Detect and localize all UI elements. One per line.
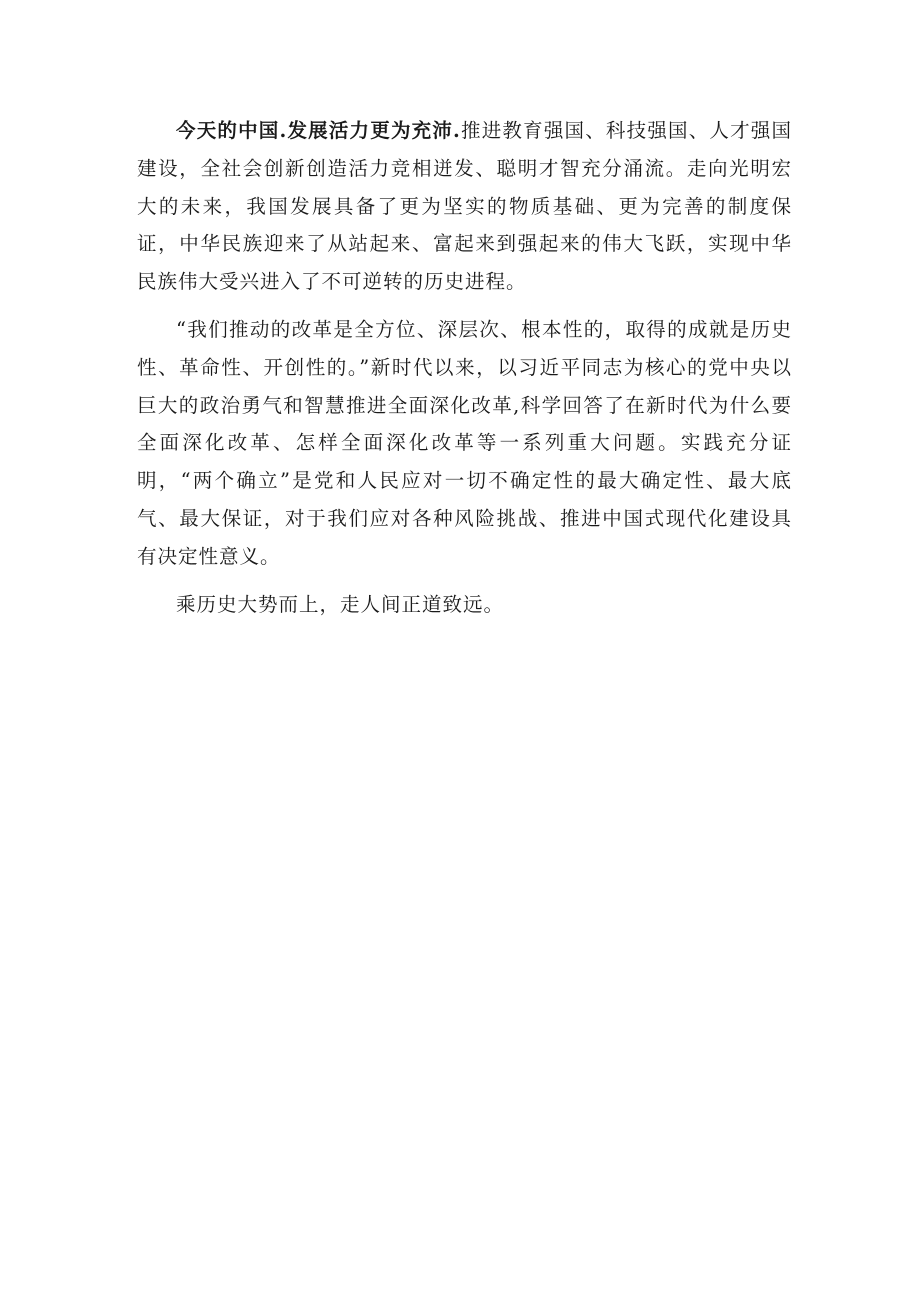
- paragraph-3-text: 乘历史大势而上，走人间正道致远。: [176, 592, 505, 616]
- paragraph-1-text: 推进教育强国、科技强国、人才强国建设，全社会创新创造活力竞相迸发、聪明才智充分涌流。走向光明宏大的未来，我国发展具备了更为坚实的物质基础、更为完善的制度保证，中华民族迎来了从站起来、富起来到强起来的伟大飞跃，实现中华民族伟大受兴进入了不可逆转的历史进程。: [137, 119, 792, 294]
- paragraph-1: [137, 112, 792, 301]
- paragraph-2: [137, 311, 792, 576]
- document-page: [137, 112, 792, 623]
- paragraph-1-lead: 今天的中国.发展活力更为充沛.: [176, 119, 461, 142]
- paragraph-2-text: “我们推动的改革是全方位、深层次、根本性的，取得的成就是历史性、革命性、开创性的。”新时代以来，以习近平同志为核心的党中央以巨大的政治勇气和智慧推进全面深化改革,科学回答了在新时代为什么要全面深化改革、怎样全面深化改革等一系列重大问题。实践充分证明，“两个确立”是党和人民应对一切不确定性的最大确定性、最大底气、最大保证，对于我们应对各种风险挑战、推进中国式现代化建设具有决定性意义。: [137, 317, 792, 568]
- paragraph-3: [137, 586, 792, 624]
